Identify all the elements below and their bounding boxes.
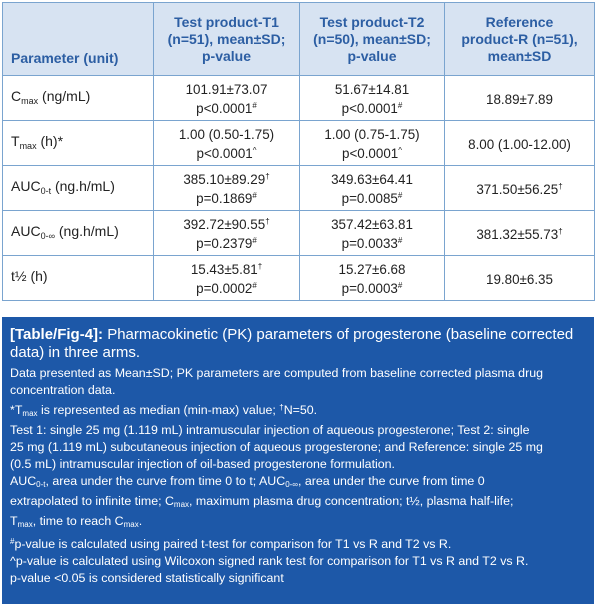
caption-line: p-value <0.05 is considered statistically significant <box>10 571 284 585</box>
table-row <box>3 256 595 301</box>
cell-t2: 1.00 (0.75-1.75) p<0.0001^ <box>300 121 445 166</box>
header-test-t1: Test product-T1 (n=51), mean±SD; p-value <box>154 3 300 76</box>
table-row <box>3 211 595 256</box>
caption-line: #p-value is calculated using paired t-test for comparison for T1 vs R and T2 vs R. <box>10 537 452 551</box>
cell-t1: 101.91±73.07 p<0.0001# <box>154 76 300 121</box>
cell-reference: 19.80±6.35 <box>445 256 595 301</box>
table-row <box>3 121 595 166</box>
caption-line: *Tmax is represented as median (min-max) value; †N=50. <box>10 403 318 418</box>
cell-t1: 1.00 (0.50-1.75) p<0.0001^ <box>154 121 300 166</box>
cell-t2: 357.42±63.81 p=0.0033# <box>300 211 445 256</box>
row-parameter: $C_{max}$ (ng/mL) <box>3 76 154 121</box>
cell-reference: 371.50±56.25† <box>445 166 595 211</box>
header-test-t2: Test product-T2 (n=50), mean±SD; p-value <box>300 3 445 76</box>
cell-t2: 15.27±6.68 p=0.0003# <box>300 256 445 301</box>
cell-t1: 15.43±5.81† p=0.0002# <box>154 256 300 301</box>
cell-t2: 349.63±64.41 p=0.0085# <box>300 166 445 211</box>
caption-line: (0.5 mL) intramuscular injection of oil-based progesterone formulation. <box>10 457 395 471</box>
cell-t1: 385.10±89.29† p=0.1869# <box>154 166 300 211</box>
caption-line: Test 1: single 25 mg (1.119 mL) intramuscular injection of aqueous progesterone; Test 2: single <box>10 423 530 437</box>
cell-t1: 392.72±90.55† p=0.2379# <box>154 211 300 256</box>
row-parameter: t½ (h) <box>3 256 154 301</box>
caption-title: [Table/Fig-4]: Pharmacokinetic (PK) parameters of progesterone (baseline corrected data) in three arms. <box>10 326 574 361</box>
caption-line: concentration data. <box>10 383 116 397</box>
cell-reference: 381.32±55.73† <box>445 211 595 256</box>
cell-reference: 8.00 (1.00-12.00) <box>445 121 595 166</box>
caption-line: extrapolated to infinite time; Cmax, maximum plasma drug concentration; t½, plasma half-life; <box>10 494 514 509</box>
table-row <box>3 166 595 211</box>
row-parameter: $T_{max}$ (h)* <box>3 121 154 166</box>
header-row <box>3 3 595 76</box>
table-caption <box>2 317 594 604</box>
table-row <box>3 76 595 121</box>
cell-t2: 51.67±14.81 p<0.0001# <box>300 76 445 121</box>
header-parameter: Parameter (unit) <box>3 3 154 76</box>
row-parameter: $AUC_{0-\infty}$ (ng.h/mL) <box>3 211 154 256</box>
pk-parameters-table <box>2 2 595 301</box>
cell-reference: 18.89±7.89 <box>445 76 595 121</box>
row-parameter: $AUC_{0-t}$ (ng.h/mL) <box>3 166 154 211</box>
caption-line: ^p-value is calculated using Wilcoxon signed rank test for comparison for T1 vs R and T2 vs R. <box>10 554 529 568</box>
caption-line: AUC0-t, area under the curve from time 0 to t; AUC0-∞, area under the curve from time 0 <box>10 474 485 489</box>
caption-line: Tmax, time to reach Cmax. <box>10 514 143 529</box>
caption-line: Data presented as Mean±SD; PK parameters are computed from baseline corrected plasma drug <box>10 366 543 380</box>
caption-line: 25 mg (1.119 mL) subcutaneous injection of aqueous progesterone; and Reference: single 25 mg <box>10 440 543 454</box>
header-reference: Reference product-R (n=51), mean±SD <box>445 3 595 76</box>
